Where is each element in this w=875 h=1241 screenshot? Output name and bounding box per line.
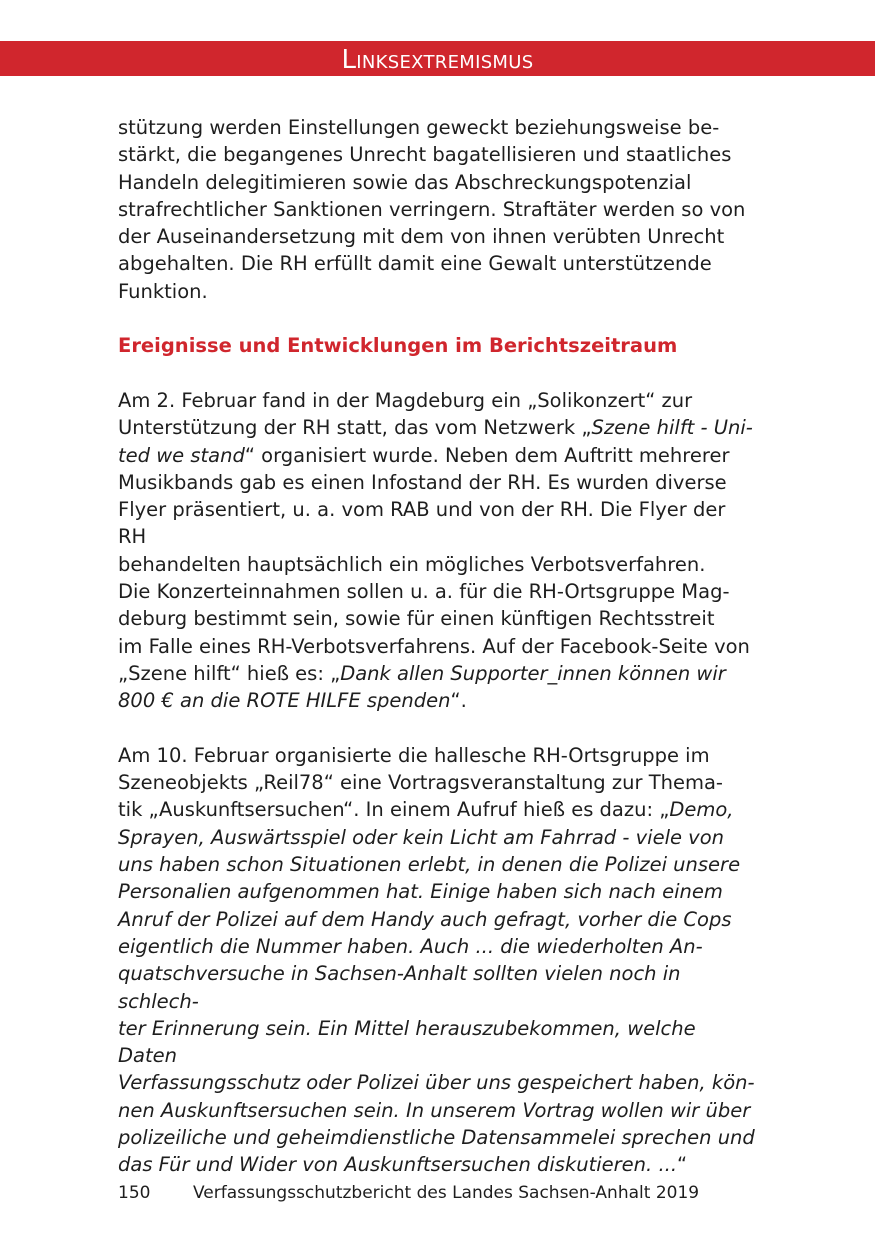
spacer — [118, 360, 758, 387]
page-number: 150 — [118, 1183, 151, 1203]
publication-title: Verfassungsschutzbericht des Landes Sachsen-Anhalt 2019 — [193, 1183, 700, 1203]
spacer — [118, 715, 758, 742]
paragraph-2-quote: Szene hilft - Uni- ted we stand — [118, 416, 753, 467]
section-title: Linksextremismus — [341, 45, 534, 75]
paragraph-3-quote: Demo, Sprayen, Auswärtsspiel oder kein Licht am Fahrrad - viele von uns haben schon Situationen erlebt, in denen die Polizei unsere Personalien aufgenommen hat. Einige haben sich nach einem Anruf der Polizei auf dem Handy auch gefragt, vorher die Cops eigentlich die Nummer haben. Auch ... die wiederholten An- quatschversuche in Sachsen-Anhalt sollten vielen noch in schlech- ter Erinnerung sein. Ein Mittel herauszubekommen, welche Daten Verfassungsschutz oder Polizei über uns gespeichert haben, kön- nen Auskunftsersuchen sein. In unserem Vortrag wollen wir über polizeiliche und geheimdienstliche Datensammelei sprechen und das Für und Wider von Auskunftsersuchen diskutieren. ... — [118, 798, 755, 1177]
paragraph-2-text: “ organisiert wurde. Neben dem Auftritt mehrerer Musikbands gab es einen Infostand der RH. Es wurden diverse Flyer präsentiert, u. a. vom RAB und von der RH. Die Flyer der RH behandelten hauptsächlich ein mögliches Verbotsverfahren. Die Konzerteinnahmen sollen u. a. für die RH-Ortsgruppe Mag- deburg bestimmt sein, sowie für einen künftigen Rechtsstreit im Falle eines RH-Verbotsverfahrens. Auf der Facebook-Seite von „Szene hilft“ hieß es: „ — [118, 443, 750, 685]
section-heading: Ereignisse und Entwicklungen im Berichtszeitraum — [118, 334, 678, 358]
paragraph-2-text: Am 2. Februar fand in der Magdeburg ein „Solikonzert“ zur Unterstützung der RH statt, das vom Netzwerk „ — [118, 388, 693, 440]
paragraph-2-text: “. — [450, 689, 467, 713]
paragraph-3 — [118, 742, 758, 1179]
paragraph-2-quote: Dank allen Supporter_innen können wir 800 € an die ROTE HILFE spenden — [118, 661, 726, 713]
paragraph-1: stützung werden Einstellungen geweckt beziehungsweise be- stärkt, die begangenes Unrecht bagatellisieren und staatliches Handeln delegitimieren sowie das Abschreckungspotenzial strafrechtlicher Sanktionen verringern. Straftäter werden so von der Auseinandersetzung mit dem von ihnen verübten Unrecht abgehalten. Die RH erfüllt damit eine Gewalt unterstützende Funktion. — [118, 116, 746, 303]
page-footer — [118, 1181, 699, 1205]
page-content — [118, 114, 758, 1179]
spacer — [118, 305, 758, 332]
paragraph-2 — [118, 387, 758, 715]
paragraph-3-text: “ — [677, 1153, 688, 1177]
paragraph-3-text: Am 10. Februar organisierte die hallesche RH-Ortsgruppe im Szeneobjekts „Reil78“ eine Vortragsveranstaltung zur Thema- tik „Auskunftsersuchen“. In einem Aufruf hieß es dazu: „ — [118, 743, 723, 822]
